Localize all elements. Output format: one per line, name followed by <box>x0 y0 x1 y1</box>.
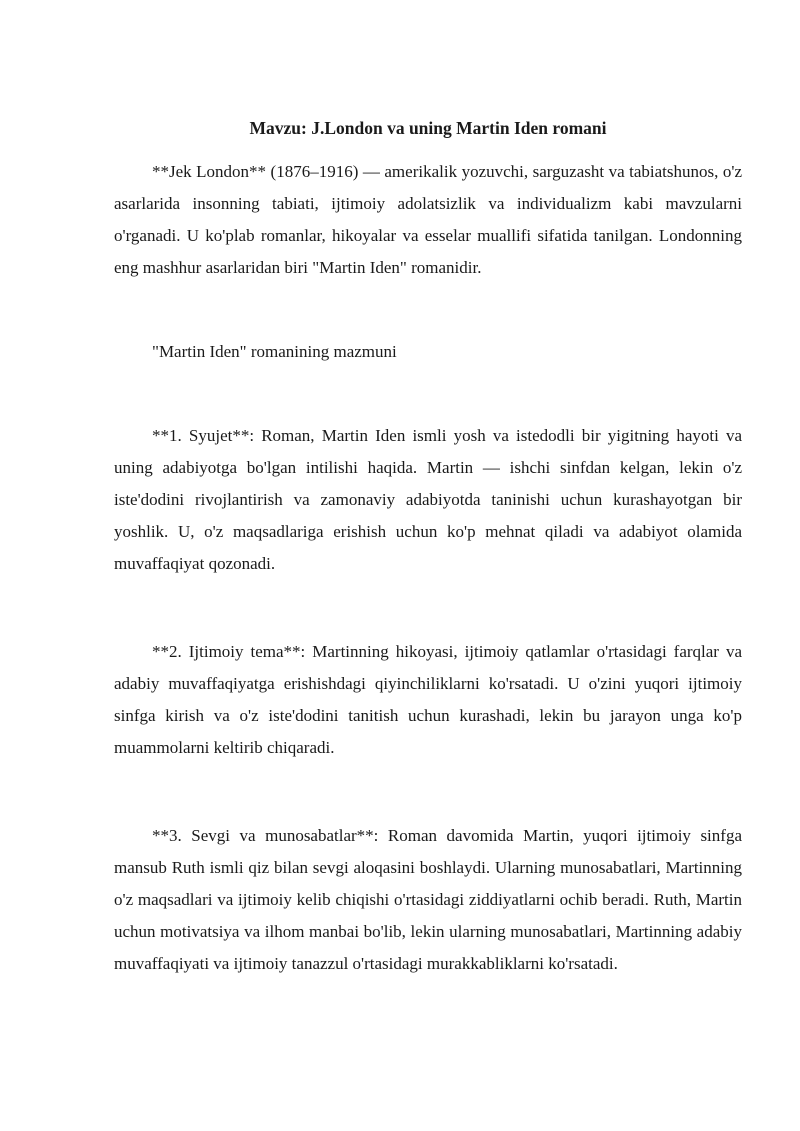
spacer <box>114 580 742 636</box>
section-ijtimoiy-tema: **2. Ijtimoiy tema**: Martinning hikoyasi, ijtimoiy qatlamlar o'rtasidagi farqlar va adabiy muvaffaqiyatga erishishdagi qiyinchiliklarni ko'rsatadi. U o'zini yuqori ijtimoiy sinfga kirish va o'z iste'dodini tanitish uchun kurashadi, lekin bu jarayon unga ko'p muammolarni keltirib chiqaradi. <box>114 642 742 757</box>
section-syujet: **1. Syujet**: Roman, Martin Iden ismli yosh va istedodli bir yigitning hayoti va uning adabiyotga bo'lgan intilishi haqida. Martin — ishchi sinfdan kelgan, lekin o'z iste'dodini rivojlantirish va zamonaviy adabiyotda taninishi uchun kurashayotgan bir yoshlik. U, o'z maqsadlariga erishish uchun ko'p mehnat qiladi va adabiyot olamida muvaffaqiyat qozonadi. <box>114 426 742 573</box>
spacer <box>114 368 742 420</box>
spacer <box>114 764 742 820</box>
document-title: Mavzu: J.London va uning Martin Iden romani <box>249 118 607 138</box>
intro-paragraph: **Jek London** (1876–1916) — amerikalik yozuvchi, sarguzasht va tabiatshunos, o'z asarlarida insonning tabiati, ijtimoiy adolatsizlik va individualizm kabi mavzularni o'rganadi. U ko'plab romanlar, hikoyalar va esselar muallifi sifatida tanilgan. Londonning eng mashhur asarlaridan biri "Martin Iden" romanidir. <box>114 162 742 277</box>
spacer <box>114 284 742 336</box>
document-body <box>114 112 742 980</box>
section-heading: "Martin Iden" romanining mazmuni <box>152 342 397 361</box>
section-sevgi-munosabatlar: **3. Sevgi va munosabatlar**: Roman davomida Martin, yuqori ijtimoiy sinfga mansub Ruth ismli qiz bilan sevgi aloqasini boshlaydi. Ularning munosabatlari, Martinning o'z maqsadlari va ijtimoiy kelib chiqishi o'rtasidagi ziddiyatlarni ochib beradi. Ruth, Martin uchun motivatsiya va ilhom manbai bo'lib, lekin ularning munosabatlari, Martinning adabiy muvaffaqiyati va ijtimoiy tanazzul o'rtasidagi murakkabliklarni ko'rsatadi. <box>114 826 742 973</box>
